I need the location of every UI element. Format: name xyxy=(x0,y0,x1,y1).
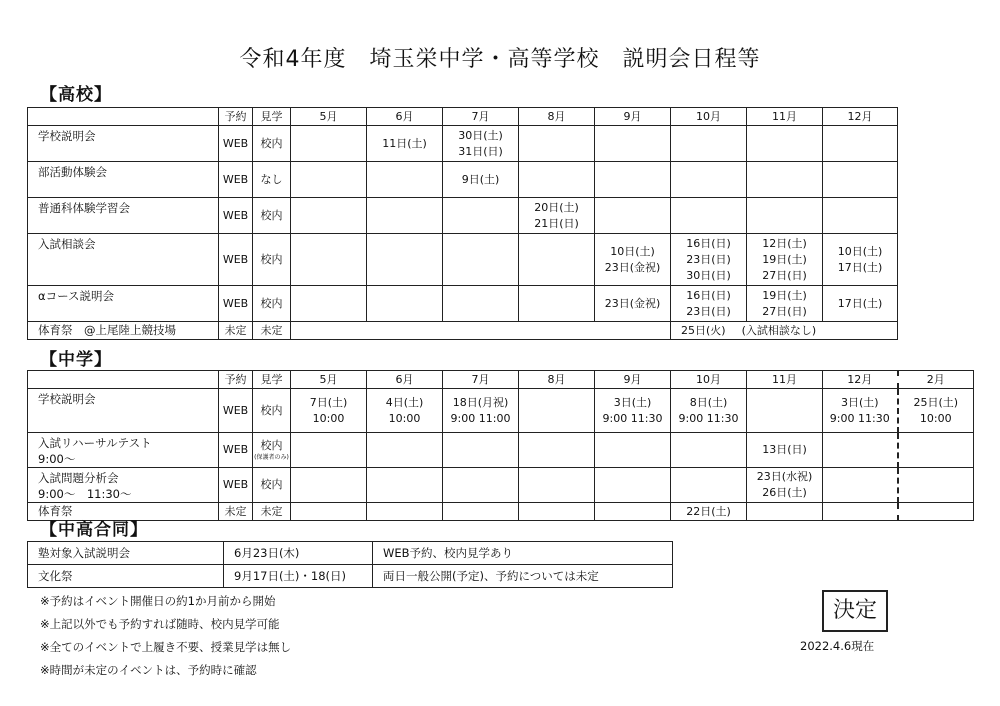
event-date: 6月23日(木) xyxy=(224,542,373,565)
date-cell xyxy=(291,433,367,468)
page-title: 令和4年度 埼玉栄中学・高等学校 説明会日程等 xyxy=(239,47,761,72)
date-cell xyxy=(443,286,519,322)
date-cell xyxy=(519,468,595,503)
date-cell xyxy=(519,198,595,234)
header-cell: 7月 xyxy=(443,371,519,389)
high-header-row xyxy=(28,108,898,126)
header-cell: 10月 xyxy=(671,108,747,126)
visit-note: (保護者のみ) xyxy=(254,454,289,461)
middle-header-row xyxy=(28,371,974,389)
cell-line: 21日(日) xyxy=(534,216,579,230)
visit-cell xyxy=(253,468,291,503)
event-line: 体育祭 xyxy=(38,504,73,518)
date-cell xyxy=(443,433,519,468)
event-name: 部活動体験会 xyxy=(28,162,219,198)
cell-line: 23日(金祝) xyxy=(604,260,661,274)
header-cell: 予約 xyxy=(219,108,253,126)
date-cell xyxy=(747,198,823,234)
table-row xyxy=(28,433,974,468)
event-name: 普通科体験学習会 xyxy=(28,198,219,234)
date-cell xyxy=(898,468,974,503)
cell-line: 9:00 11:30 xyxy=(829,411,890,425)
header-cell: 8月 xyxy=(519,371,595,389)
cell-line: 10:00 xyxy=(919,411,952,425)
reservation-cell: WEB xyxy=(219,162,253,198)
event-line: 学校説明会 xyxy=(38,392,96,406)
date-cell xyxy=(519,286,595,322)
date-cell xyxy=(823,286,898,322)
cell-line: 27日(日) xyxy=(762,268,807,282)
cell-line: 31日(日) xyxy=(458,144,503,158)
event-name: 体育祭 @上尾陸上競技場 xyxy=(28,322,219,340)
cell-line: 23日(日) xyxy=(686,252,731,266)
header-cell: 12月 xyxy=(823,371,898,389)
header-cell: 9月 xyxy=(595,108,671,126)
date-cell xyxy=(367,433,443,468)
cell-line: 16日(日) xyxy=(686,288,731,302)
date-cell xyxy=(671,468,747,503)
date-cell xyxy=(291,234,367,286)
table-row xyxy=(28,503,974,521)
header-cell: 12月 xyxy=(823,108,898,126)
cell-line: 30日(土) xyxy=(458,128,503,142)
cell-line: 22日(土) xyxy=(686,504,731,518)
date-cell xyxy=(519,503,595,521)
date-cell xyxy=(747,126,823,162)
reservation-cell: WEB xyxy=(219,286,253,322)
visit-text: 校内 xyxy=(260,478,283,491)
date-cell xyxy=(519,234,595,286)
date-cell xyxy=(747,162,823,198)
visit-cell: 校内 xyxy=(253,234,291,286)
date-cell xyxy=(747,503,823,521)
as-of-date: 2022.4.6現在 xyxy=(800,639,875,653)
date-cell xyxy=(823,162,898,198)
reservation-cell: WEB xyxy=(219,468,253,503)
event-note: WEB予約、校内見学あり xyxy=(373,542,673,565)
date-cell xyxy=(823,234,898,286)
header-cell: 6月 xyxy=(367,108,443,126)
cell-line: 26日(土) xyxy=(762,486,807,499)
date-cell xyxy=(367,389,443,433)
header-cell: 見学 xyxy=(253,108,291,126)
cell-line: 16日(日) xyxy=(686,236,731,250)
date-cell xyxy=(367,503,443,521)
cell-line: 12日(土) xyxy=(762,236,807,250)
visit-cell xyxy=(253,433,291,468)
event-date: 9月17日(土)・18(日) xyxy=(224,565,373,588)
date-cell xyxy=(671,503,747,521)
date-cell xyxy=(291,286,367,322)
table-row xyxy=(28,286,898,322)
reservation-cell: WEB xyxy=(219,198,253,234)
date-cell xyxy=(823,503,898,521)
date-cell xyxy=(671,433,747,468)
visit-cell: 未定 xyxy=(253,322,291,340)
date-cell xyxy=(595,198,671,234)
reservation-cell: WEB xyxy=(219,126,253,162)
cell-line: 9:00 11:00 xyxy=(450,411,511,425)
date-cell xyxy=(367,198,443,234)
sports-date-cell xyxy=(671,322,898,340)
event-name xyxy=(28,468,219,503)
date-cell xyxy=(367,286,443,322)
visit-text: 校内 xyxy=(260,403,283,417)
header-cell: 11月 xyxy=(747,371,823,389)
visit-cell: 校内 xyxy=(253,126,291,162)
cell-line: 25日(土) xyxy=(913,395,959,409)
date-cell xyxy=(291,389,367,433)
visit-cell xyxy=(253,389,291,433)
high-school-schedule-table xyxy=(27,107,898,340)
date-cell xyxy=(823,198,898,234)
date-cell xyxy=(367,234,443,286)
cell-line: 9:00 11:30 xyxy=(602,411,663,425)
date-cell xyxy=(291,322,671,340)
event-line: 9:00～ xyxy=(38,452,76,466)
middle-school-schedule-table xyxy=(27,370,974,521)
date-cell xyxy=(367,162,443,198)
date-cell xyxy=(443,503,519,521)
event-name: 文化祭 xyxy=(28,565,224,588)
date-cell xyxy=(595,468,671,503)
cell-line: 10:00 xyxy=(312,411,345,425)
date-cell xyxy=(443,389,519,433)
sports-note: (入試相談なし) xyxy=(741,323,817,337)
note-item: ※全てのイベントで上履き不要、授業見学は無し xyxy=(40,640,292,654)
reservation-cell: WEB xyxy=(219,234,253,286)
visit-cell: 校内 xyxy=(253,198,291,234)
section-label-joint: 【中高合同】 xyxy=(40,520,148,540)
event-name xyxy=(28,389,219,433)
date-cell xyxy=(443,126,519,162)
joint-schedule-table xyxy=(27,541,673,588)
notes-list xyxy=(40,590,291,682)
date-cell xyxy=(595,162,671,198)
date-cell xyxy=(898,433,974,468)
date-cell xyxy=(747,468,823,503)
cell-line: 23日(金祝) xyxy=(604,296,661,310)
cell-line: 9日(土) xyxy=(461,172,500,186)
section-label-high: 【高校】 xyxy=(40,85,112,105)
reservation-cell: 未定 xyxy=(219,322,253,340)
date-cell xyxy=(595,389,671,433)
header-cell: 8月 xyxy=(519,108,595,126)
header-cell: 2月 xyxy=(898,371,974,389)
table-row xyxy=(28,322,898,340)
cell-line: 20日(土) xyxy=(534,200,579,214)
date-cell xyxy=(823,126,898,162)
date-cell xyxy=(671,162,747,198)
cell-line: 11日(土) xyxy=(382,136,427,150)
event-line: 9:00～ 11:30～ xyxy=(38,487,132,501)
date-cell xyxy=(519,389,595,433)
cell-line: 9:00 11:30 xyxy=(678,411,739,425)
reservation-cell: WEB xyxy=(219,389,253,433)
table-row xyxy=(28,234,898,286)
decision-stamp: 決定 xyxy=(822,590,888,632)
date-cell xyxy=(595,234,671,286)
date-cell xyxy=(367,126,443,162)
cell-line: 30日(日) xyxy=(686,268,731,282)
cell-line: 10:00 xyxy=(388,411,421,425)
cell-line: 7日(土) xyxy=(309,395,348,409)
date-cell xyxy=(291,198,367,234)
event-name: αコース説明会 xyxy=(28,286,219,322)
header-cell: 5月 xyxy=(291,108,367,126)
date-cell xyxy=(671,198,747,234)
cell-line: 18日(月祝) xyxy=(452,395,509,409)
table-row xyxy=(28,162,898,198)
cell-line: 3日(土) xyxy=(840,395,879,409)
date-cell xyxy=(367,468,443,503)
table-row xyxy=(28,542,673,565)
date-cell xyxy=(443,468,519,503)
note-item: ※時間が未定のイベントは、予約時に確認 xyxy=(40,663,257,677)
visit-cell: 校内 xyxy=(253,286,291,322)
date-cell xyxy=(898,389,974,433)
date-cell xyxy=(443,234,519,286)
date-cell xyxy=(519,126,595,162)
cell-line: 23日(日) xyxy=(686,304,731,318)
event-note: 両日一般公開(予定)、予約については未定 xyxy=(373,565,673,588)
header-cell: 7月 xyxy=(443,108,519,126)
date-cell xyxy=(671,389,747,433)
date-cell xyxy=(823,468,898,503)
date-cell xyxy=(747,286,823,322)
header-cell: 9月 xyxy=(595,371,671,389)
visit-text: 未定 xyxy=(260,504,283,518)
date-cell xyxy=(595,503,671,521)
date-cell xyxy=(595,433,671,468)
date-cell xyxy=(671,234,747,286)
date-cell xyxy=(443,162,519,198)
cell-line: 19日(土) xyxy=(762,252,807,266)
header-cell: 11月 xyxy=(747,108,823,126)
cell-line: 10日(土) xyxy=(837,244,883,258)
note-item: ※上記以外でも予約すれば随時、校内見学可能 xyxy=(40,617,280,631)
date-cell xyxy=(291,468,367,503)
date-cell xyxy=(291,126,367,162)
event-name xyxy=(28,433,219,468)
note-item: ※予約はイベント開催日の約1か月前から開始 xyxy=(40,594,276,608)
date-cell xyxy=(671,126,747,162)
cell-line: 10日(土) xyxy=(610,244,655,258)
event-name: 塾対象入試説明会 xyxy=(28,542,224,565)
visit-cell: なし xyxy=(253,162,291,198)
header-cell: 予約 xyxy=(219,371,253,389)
table-row xyxy=(28,126,898,162)
table-row xyxy=(28,468,974,503)
date-cell xyxy=(898,503,974,521)
visit-text: 校内 xyxy=(260,439,283,452)
cell-line: 13日(日) xyxy=(762,443,807,456)
date-cell xyxy=(519,162,595,198)
date-cell xyxy=(747,433,823,468)
header-cell xyxy=(28,371,219,389)
date-cell xyxy=(747,389,823,433)
cell-line: 19日(土) xyxy=(762,288,807,302)
cell-line: 4日(土) xyxy=(385,395,424,409)
sports-date: 25日(火) xyxy=(681,323,726,337)
event-name: 入試相談会 xyxy=(28,234,219,286)
date-cell xyxy=(671,286,747,322)
cell-line: 23日(水祝) xyxy=(756,470,813,483)
date-cell xyxy=(519,433,595,468)
section-label-middle: 【中学】 xyxy=(40,350,112,370)
reservation-cell: 未定 xyxy=(219,503,253,521)
date-cell xyxy=(443,198,519,234)
date-cell xyxy=(595,126,671,162)
header-cell: 見学 xyxy=(253,371,291,389)
cell-line: 8日(土) xyxy=(689,395,728,409)
table-row xyxy=(28,389,974,433)
cell-line: 17日(土) xyxy=(837,260,883,274)
date-cell xyxy=(747,234,823,286)
date-cell xyxy=(823,433,898,468)
event-line: 入試問題分析会 xyxy=(38,471,119,485)
cell-line: 17日(土) xyxy=(837,296,883,310)
date-cell xyxy=(291,503,367,521)
cell-line: 3日(土) xyxy=(613,395,652,409)
header-cell: 6月 xyxy=(367,371,443,389)
header-cell: 5月 xyxy=(291,371,367,389)
header-cell xyxy=(28,108,219,126)
table-row xyxy=(28,565,673,588)
date-cell xyxy=(291,162,367,198)
cell-line: 27日(日) xyxy=(762,304,807,318)
reservation-cell: WEB xyxy=(219,433,253,468)
header-cell: 10月 xyxy=(671,371,747,389)
event-name: 学校説明会 xyxy=(28,126,219,162)
date-cell xyxy=(595,286,671,322)
date-cell xyxy=(823,389,898,433)
table-row xyxy=(28,198,898,234)
event-line: 入試リハーサルテスト xyxy=(38,436,152,450)
visit-cell xyxy=(253,503,291,521)
